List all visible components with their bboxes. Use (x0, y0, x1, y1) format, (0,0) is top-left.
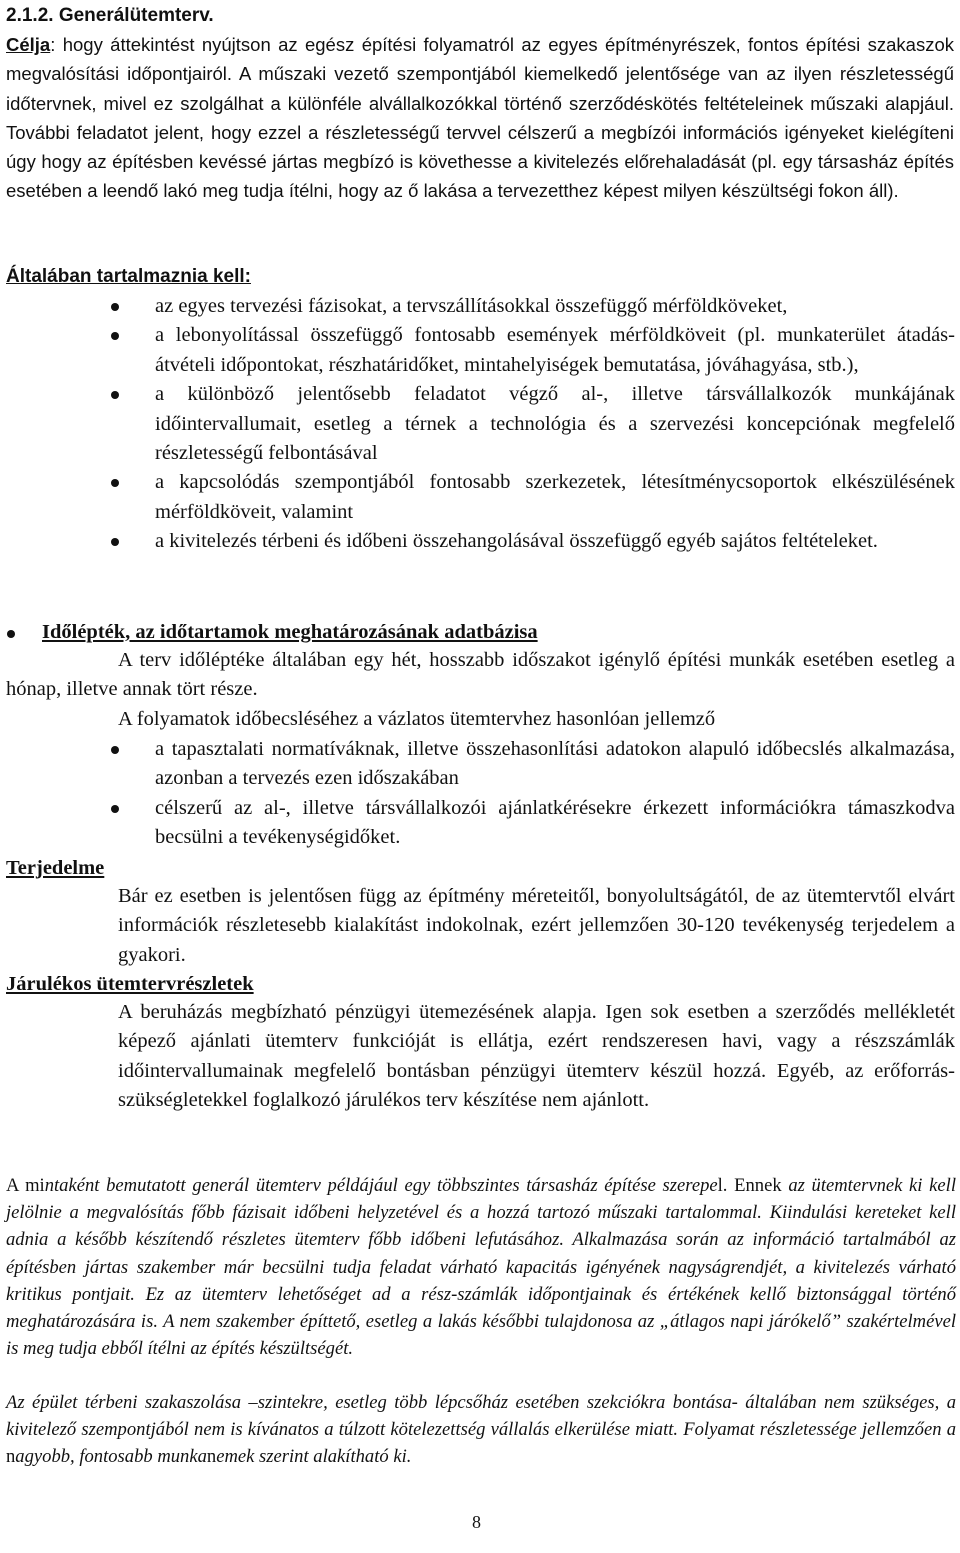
list-item: az egyes tervezési fázisokat, a tervszállításokkal összefüggő mérföldköveket, (155, 292, 955, 321)
bullet-dot-icon (111, 746, 119, 754)
intro-text: : hogy áttekintést nyújtson az egész építési folyamatról az egyes építményrészek, fontos építési szakaszok megvalósítási időpontjairól. A műszaki vezető szempontjából kiemelkedő jelentősége van az ilyen részletességű időtervnek, mivel ez szolgálhat a különféle alvállalkozókkal történő szerződéskötés feltételeinek műszaki alapjául. További feladatot jelent, hogy ezzel a részletességű tervvel célszerű a megbízói információs igényeket kielégíteni úgy hogy az építésben kevéssé jártas megbízó is követhesse a kivitelezés előrehaladását (pl. egy társasház építés esetében a leendő lakó meg tudja ítélni, hogy az ő lakása a tervezetthez képest milyen készültségi fokon áll). (6, 34, 954, 202)
idolepek-list (155, 735, 955, 853)
segmentation-note-paragraph: Az épület térbeni szakaszolása –szintekre, esetleg több lépcsőház esetében szekciókra bontása- általában nem szükséges, a kivitelező szempontjából nem is kívánatos a túlzott kötelezettség vállalás elkerülése miatt. Folyamat részletessége jellemzően a nagyobb, fontosabb munkanemek szerint alakítható ki. (6, 1392, 956, 1468)
intro-paragraph (6, 30, 954, 206)
bullet-dot-icon (111, 332, 119, 340)
jarulekos-title: Járulékos ütemtervrészletek (6, 973, 254, 995)
example-note-paragraph: A mintaként bemutatott generál ütemterv példájául egy többszintes társasház építése szerepel. Ennek az ütemtervnek ki kell jelölnie a megvalósítás főbb fázisait időbeni helyzetével és a hozzá tartozó műszaki tartalommal. Kiindulási kereteket kell adnia a később készítendő részletes ütemterv főbb időbeni lefutásához. Alkalmazása során az információ tartalmából az építésben jártas szakember már becsülni tudja feladat várható kapacitás igényének nagyságrendjét, a kivitelezés várható kritikus pontjait. Ez az ütemterv lehetőséget ad a rész-számlák időpontjainak és értékének kellő biztonsággal történő meghatározására is. A nem szakember építtető, esetleg a lakás későbbi tulajdonosa az „átlagos napi járókelő” szakértelmével is meg tudja ebből ítélni az építés készültségét. (6, 1175, 956, 1360)
idolepek-para2: A folyamatok időbecsléséhez a vázlatos ütemtervhez hasonlóan jellemző (118, 708, 716, 730)
list-item: a lebonyolítással összefüggő fontosabb események mérföldköveit (pl. munkaterület átadás-átvételi időpontokat, részhatáridőket, mintahelyiségek bemutatása, jóváhagyása, stb.), (155, 321, 955, 380)
altalaban-title: Általában tartalmaznia kell: (6, 266, 251, 287)
list-item: a tapasztalati normatíváknak, illetve összehasonlítási adatokon alapuló időbecslés alkalmazása, azonban a tervezés ezen időszakában (155, 735, 955, 794)
list-item: a kivitelezés térbeni és időbeni összehangolásával összefüggő egyéb sajátos feltételeket. (155, 527, 955, 556)
bullet-dot-icon (111, 805, 119, 813)
bullet-dot-icon (111, 391, 119, 399)
idolepek-title: Időlépték, az időtartamok meghatározásának adatbázisa (42, 621, 538, 643)
section-heading: 2.1.2. Generálütemterv. (6, 5, 214, 26)
intro-label: Célja (6, 34, 51, 55)
altalaban-list (155, 292, 955, 557)
terjedelme-text: Bár ez esetben is jelentősen függ az építmény méreteitől, bonyolultságától, de az ütemtervtől elvárt információk részletesebb kialakítást indokolnak, ezért jellemzően 30-120 tevékenység terjedelem a gyakori. (118, 885, 955, 966)
list-item: célszerű az al-, illetve társvállalkozói ajánlatkérésekre érkezett információkra támaszkodva becsülni a tevékenységidőket. (155, 794, 955, 853)
bullet-dot-icon (111, 479, 119, 487)
bullet-dot-icon (111, 303, 119, 311)
list-item: a különböző jelentősebb feladatot végző al-, illetve társvállalkozók munkájának időintervallumait, esetleg a térnek a technológia és a szervezési koncepciónak megfelelő részletességű felbontásával (155, 380, 955, 468)
bullet-dot-icon (111, 538, 119, 546)
terjedelme-title: Terjedelme (6, 857, 105, 879)
jarulekos-text: A beruházás megbízható pénzügyi ütemezésének alapja. Igen sok esetben a szerződés mellékletét képező ajánlati ütemterv funkcióját is ellátja, ezért rendszeresen havi, vagy a részszámlák időintervallumainak megfelelő bontásban pénzügyi ütemterv készül hozzá. Egyéb, az erőforrás-szükségletekkel foglalkozó járulékos terv készítése nem ajánlott. (118, 1001, 955, 1112)
idolepek-para1: A terv időléptéke általában egy hét, hosszabb időszakot igénylő építési munkák esetében esetleg a hónap, illetve annak tört része. (6, 649, 955, 701)
list-item: a kapcsolódás szempontjából fontosabb szerkezetek, létesítménycsoportok elkészülésének mérföldköveit, valamint (155, 468, 955, 527)
page-number: 8 (472, 1512, 481, 1532)
bullet-dot-icon (7, 630, 15, 638)
